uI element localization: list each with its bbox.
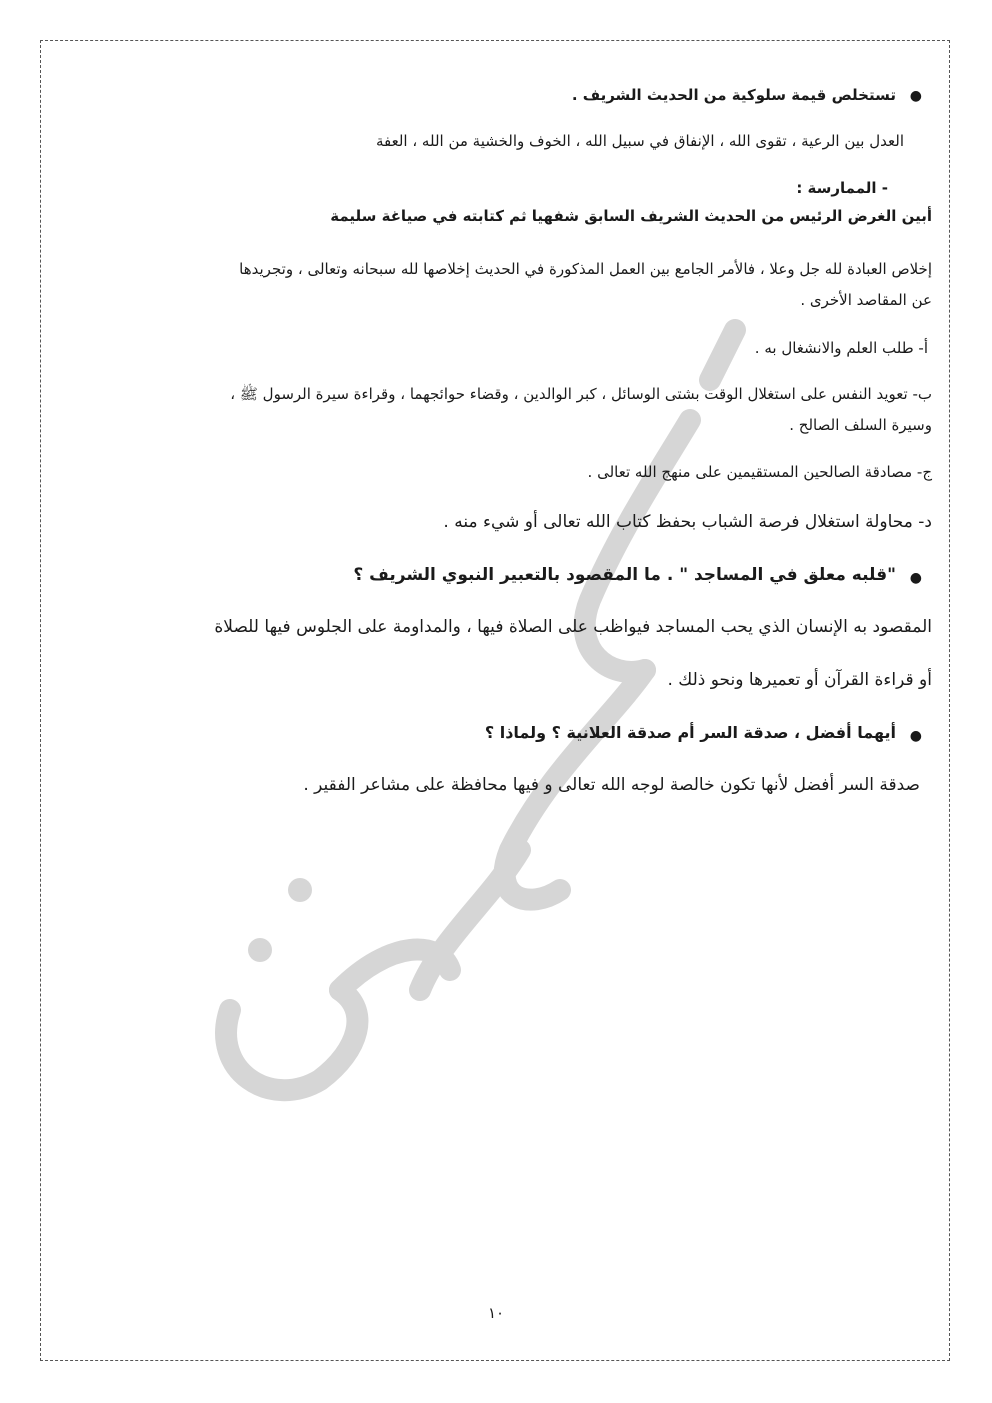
bullet-icon: ● [909, 88, 922, 104]
list-item-b-line-1: ب- تعويد النفس على استغلال الوقت بشتى الوسائل ، كبر الوالدين ، وقضاء حوائجهما ، وقراءة سيرة الرسول ﷺ ، [230, 385, 932, 403]
bullet-icon: ● [909, 570, 922, 586]
page-number: ١٠ [487, 1304, 505, 1322]
answer-purpose-line-1: إخلاص العبادة لله جل وعلا ، فالأمر الجامع بين العمل المذكورة في الحديث إخلاصها لله سبحانه وتعالى ، وتجريدها [239, 260, 932, 278]
question-mosque-heart: "قلبه معلق في المساجد " . ما المقصود بالتعبير النبوي الشريف ؟ [353, 565, 896, 585]
page-border [40, 40, 950, 1361]
question-charity: أيهما أفضل ، صدقة السر أم صدقة العلانية ؟ ولماذا ؟ [484, 723, 896, 742]
answer-purpose-line-2: عن المقاصد الأخرى . [800, 291, 932, 309]
answer-values: العدل بين الرعية ، تقوى الله ، الإنفاق في سبيل الله ، الخوف والخشية من الله ، العفة [375, 132, 904, 150]
question-main-purpose: أبين الغرض الرئيس من الحديث الشريف السابق شفهيا ثم كتابته في صياغة سليمة [330, 207, 932, 225]
practice-heading: - الممارسة : [796, 179, 888, 197]
list-item-a: أ- طلب العلم والانشغال به . [754, 339, 928, 357]
question-values: تستخلص قيمة سلوكية من الحديث الشريف . [571, 86, 896, 104]
list-item-d: د- محاولة استغلال فرصة الشباب بحفظ كتاب الله تعالى أو شيء منه . [443, 512, 932, 532]
list-item-c: ج- مصادقة الصالحين المستقيمين على منهج الله تعالى . [587, 463, 932, 481]
bullet-icon: ● [909, 728, 922, 744]
answer-charity: صدقة السر أفضل لأنها تكون خالصة لوجه الله تعالى و فيها محافظة على مشاعر الفقير . [303, 775, 920, 795]
answer-mosque-line-1: المقصود به الإنسان الذي يحب المساجد فيواظب على الصلاة فيها ، والمداومة على الجلوس فيها للصلاة [214, 617, 932, 637]
answer-mosque-line-2: أو قراءة القرآن أو تعميرها ونحو ذلك . [667, 670, 932, 690]
list-item-b-line-2: وسيرة السلف الصالح . [789, 416, 932, 434]
